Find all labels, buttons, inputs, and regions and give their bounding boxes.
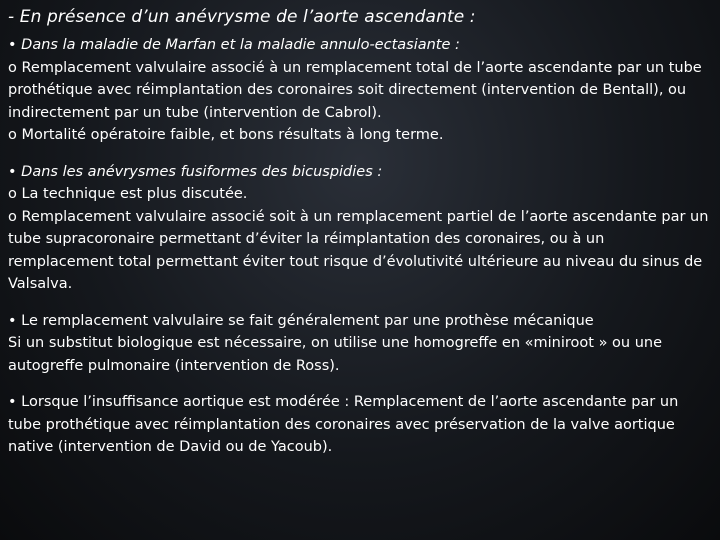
section-valve-replacement (8, 310, 714, 378)
section-marfan-line-2: o Mortalité opératoire faible, et bons résultats à long terme. (8, 127, 444, 143)
section-marfan-line-1: o Remplacement valvulaire associé à un remplacement total de l’aorte ascendante par un tube prothétique avec réimplantation des coronaires soit directement (intervention de Bentall), ou indirectement par un tube (intervention de Cabrol). (8, 59, 702, 121)
section-marfan (8, 34, 714, 147)
slide-title: - En présence d’un anévrysme de l’aorte ascendante : (8, 7, 476, 27)
section-bicuspid-line-2: o Remplacement valvulaire associé soit à un remplacement partiel de l’aorte ascendante par un tube supracoronaire permettant d’éviter la réimplantation des coronaires, ou à un remplacement total permettant éviter tout risque d’évolutivité ultérieure au niveau du sinus de Valsalva. (8, 208, 709, 292)
section-moderate-insufficiency (8, 391, 714, 459)
section-valve-replacement-line-1: • Le remplacement valvulaire se fait généralement par une prothèse mécanique (8, 312, 594, 329)
section-bicuspid-line-1: o La technique est plus discutée. (8, 186, 248, 202)
section-bicuspid (8, 161, 714, 296)
section-moderate-insufficiency-line-1: • Lorsque l’insuffisance aortique est modérée : Remplacement de l’aorte ascendante par un tube prothétique avec réimplantation des coronaires avec préservation de la valve aortique native (intervention de David ou de Yacoub). (8, 394, 679, 455)
section-bicuspid-heading: • Dans les anévrysmes fusiformes des bicuspidies : (8, 163, 383, 180)
section-valve-replacement-line-2: Si un substitut biologique est nécessaire, on utilise une homogreffe en «miniroot » ou une autogreffe pulmonaire (intervention de Ross). (8, 335, 663, 374)
section-marfan-heading: • Dans la maladie de Marfan et la maladie annulo-ectasiante : (8, 37, 460, 53)
